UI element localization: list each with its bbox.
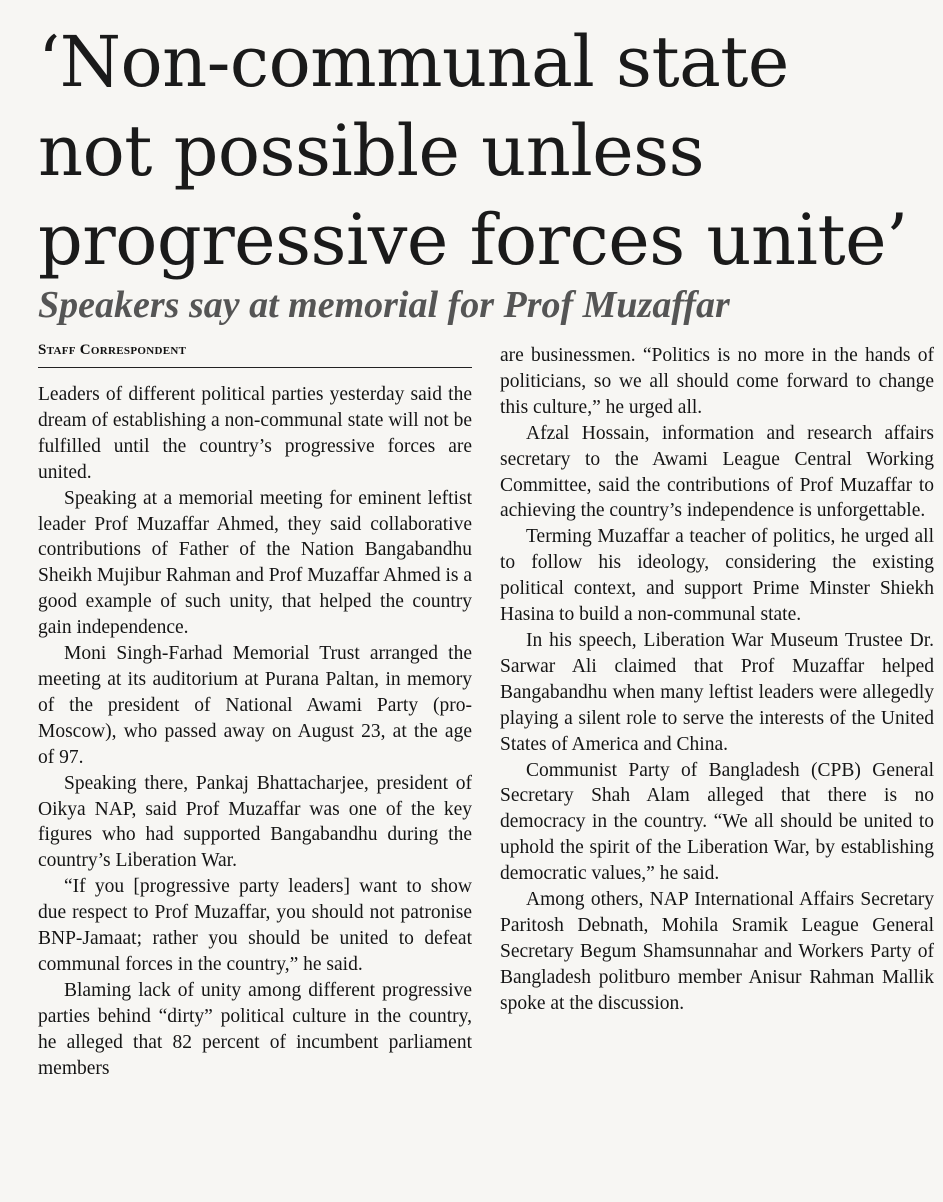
- paragraph: Afzal Hossain, information and research affairs secretary to the Awami League Central Working Committee, said the contributions of Prof Muzaffar to achieving the country’s independence is unforgettable.: [500, 422, 934, 522]
- paragraph: Leaders of different political parties yesterday said the dream of establishing a non-communal state will not be fulfilled until the country’s progressive forces are united.: [38, 384, 472, 483]
- paragraph: Terming Muzaffar a teacher of politics, he urged all to follow his ideology, considering the existing political context, and support Prime Minster Shiekh Hasina to build a non-communal state.: [500, 526, 934, 626]
- article-column-left: [38, 382, 472, 1081]
- byline-rule: [38, 367, 472, 368]
- paragraph: “If you [progressive party leaders] want to show due respect to Prof Muzaffar, you should not patronise BNP-Jamaat; rather you should be united to defeat communal forces in the country,” he said.: [38, 876, 472, 975]
- article-column-right: [500, 343, 934, 1017]
- headline-line-2: not possible unless: [38, 110, 704, 192]
- paragraph: Blaming lack of unity among different progressive parties behind “dirty” political culture in the country, he alleged that 82 percent of incumbent parliament members: [38, 979, 472, 1079]
- paragraph: Speaking at a memorial meeting for eminent leftist leader Prof Muzaffar Ahmed, they said collaborative contributions of Father of the Nation Bangabandhu Sheikh Mujibur Rahman and Prof Muzaffar Ahmed is a good example of such unity, that helped the country gain independence.: [38, 487, 472, 639]
- paragraph: Speaking there, Pankaj Bhattacharjee, president of Oikya NAP, said Prof Muzaffar was one of the key figures who had supported Bangabandhu during the country’s Liberation War.: [38, 772, 472, 872]
- headline-line-1: ‘Non-communal state: [38, 21, 789, 103]
- headline-line-3: progressive forces unite’: [38, 199, 908, 281]
- paragraph: Moni Singh-Farhad Memorial Trust arranged the meeting at its auditorium at Purana Paltan, in memory of the president of National Awami Party (pro-Moscow), who passed away on August 23, at the age of 97.: [38, 643, 472, 768]
- headline: [38, 18, 928, 285]
- paragraph: Among others, NAP International Affairs Secretary Paritosh Debnath, Mohila Sramik League General Secretary Begum Shamsunnahar and Workers Party of Bangladesh politburo member Anisur Rahman Mallik spoke at the discussion.: [500, 889, 934, 1014]
- paragraph: are businessmen. “Politics is no more in the hands of politicians, so we all should come forward to change this culture,” he urged all.: [500, 345, 934, 418]
- paragraph: In his speech, Liberation War Museum Trustee Dr. Sarwar Ali claimed that Prof Muzaffar helped Bangabandhu when many leftist leaders were allegedly playing a silent role to serve the interests of the United States of America and China.: [500, 629, 934, 755]
- paragraph: Communist Party of Bangladesh (CPB) General Secretary Shah Alam alleged that there is no democracy in the country. “We all should be united to uphold the spirit of the Liberation War, by establishing democratic values,” he said.: [500, 759, 934, 885]
- byline: Staff Correspondent: [38, 342, 187, 358]
- subheadline: Speakers say at memorial for Prof Muzaffar: [38, 284, 730, 326]
